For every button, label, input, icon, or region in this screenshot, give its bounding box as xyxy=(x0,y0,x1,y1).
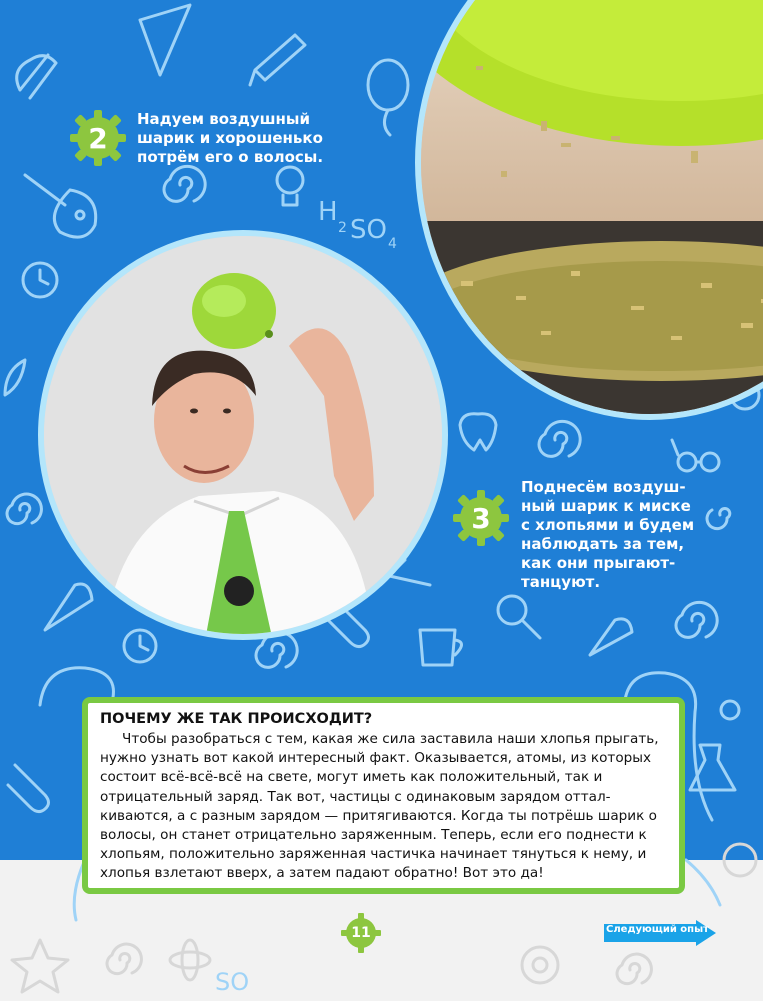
clock-icon xyxy=(724,844,756,876)
step-3-line: с хлопьями и будем xyxy=(521,516,695,534)
explanation-text: Чтобы разобраться с тем, какая же сила заставила наши хлопья прыгать, нужно узнать вот какой интересный факт. Оказывается, атомы, из которых состоит всё-всё-всё на свете, могут иметь как положительный, так и отрицательный заряд. Так вот, частицы с одинаковым зарядом отталкиваются, а с разным зарядом — притягиваются. Когда ты потрёшь шарик о волосы, он станет отрицательно заряженным. Теперь, если его поднести к хлопьям, положительно заряженная частичка начинает тянуться к нему, и хлопья взлетают вверх, а затем падают обратно! Вот это да! xyxy=(100,731,659,882)
explanation-box xyxy=(82,697,685,894)
gear-icon xyxy=(522,947,558,983)
step-3-badge xyxy=(453,490,509,546)
page-number: 11 xyxy=(351,925,371,941)
step-3-line: танцуют. xyxy=(521,573,601,591)
explanation-title: ПОЧЕМУ ЖЕ ТАК ПРОИСХОДИТ? xyxy=(100,711,373,727)
step-2-line: потрём его о волосы. xyxy=(137,148,324,166)
formula-sub4: 4 xyxy=(388,236,397,252)
formula-bottom: SO xyxy=(215,968,250,996)
formula-so: SO xyxy=(350,215,387,245)
next-experiment-label[interactable]: Следующий опыт xyxy=(606,924,709,935)
formula-h: H xyxy=(318,197,338,227)
spiral-icon xyxy=(617,954,651,984)
step-3-line: наблюдать за тем, xyxy=(521,535,685,553)
step-3-line: Поднесём воздуш- xyxy=(521,478,686,496)
step-3-number: 3 xyxy=(471,501,491,535)
spiral-icon xyxy=(107,944,141,974)
star-icon xyxy=(12,940,68,992)
atom-icon xyxy=(170,940,210,980)
step-2-badge xyxy=(70,110,126,166)
step-2-number: 2 xyxy=(88,121,108,155)
step-2-line: Надуем воздушный xyxy=(137,110,310,128)
man-with-balloon-photo xyxy=(38,230,448,640)
formula-sub2: 2 xyxy=(338,220,347,236)
step-3-line: ный шарик к миске xyxy=(521,497,691,515)
step-3-text xyxy=(521,478,694,592)
man-with-balloon-image xyxy=(44,236,448,640)
step-2-text xyxy=(137,110,323,167)
step-2-line: шарик и хорошенько xyxy=(137,129,323,147)
step-3-line: как они прыгают- xyxy=(521,554,676,572)
